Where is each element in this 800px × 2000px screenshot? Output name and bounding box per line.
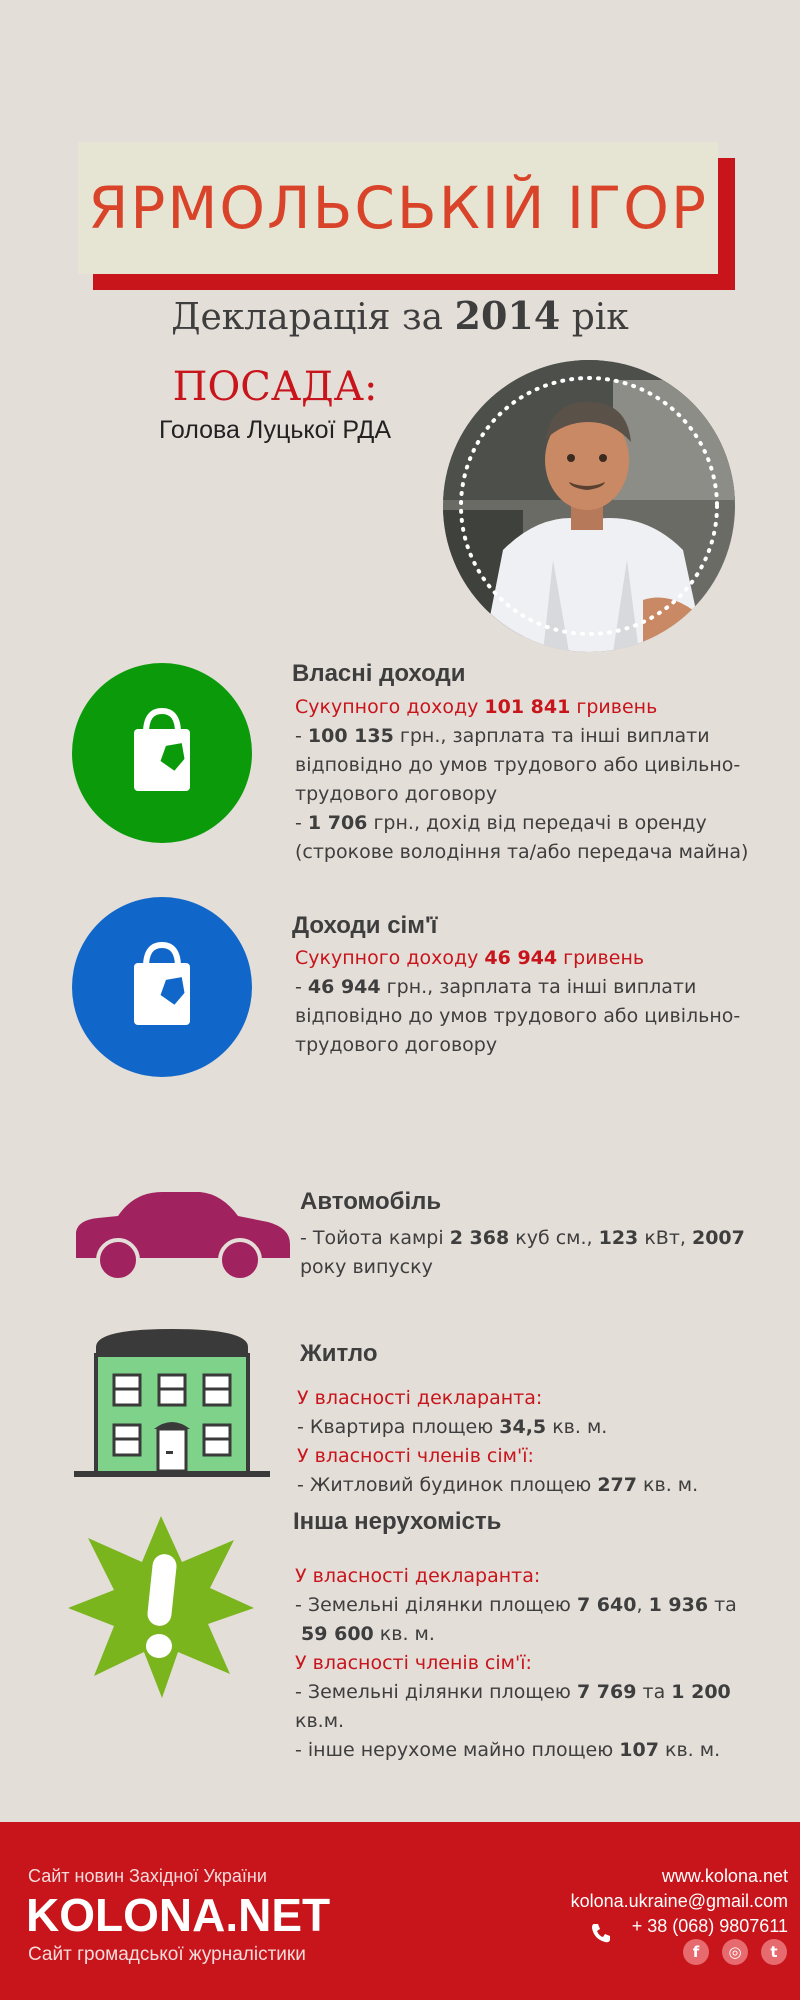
other-property-details (295, 1562, 775, 1765)
instagram-icon[interactable]: ◎ (722, 1939, 748, 1965)
declaration-heading (0, 293, 800, 338)
twitter-icon[interactable]: t (761, 1939, 787, 1965)
phone-icon (590, 1922, 612, 1948)
footer-email-link[interactable]: kolona.ukraine@gmail.com (570, 1891, 788, 1911)
portrait-photo (443, 360, 735, 652)
family-income-total: Сукупного доходу 46 944 гривень (295, 947, 645, 969)
family-income-details (295, 944, 765, 1060)
footer-brand-logo[interactable]: KOLONA.NET (26, 1889, 331, 1941)
own-income-title: Власні доходи (292, 660, 466, 687)
housing-title: Житло (300, 1340, 378, 1367)
other-family-label: У власності членів сім'ї: (295, 1652, 532, 1674)
facebook-icon[interactable]: f (683, 1939, 709, 1965)
declaration-year: 2014 (454, 293, 561, 338)
housing-details (297, 1384, 767, 1500)
footer-subtitle: Сайт громадської журналістики (28, 1944, 306, 1965)
other-property-title: Інша нерухомість (293, 1508, 502, 1535)
own-income-item: - 100 135 грн., зарплата та інші виплати відповідно до умов трудового або цивільно-трудового договору (295, 725, 741, 805)
shopping-bag-icon (72, 897, 252, 1077)
housing-owner-label: У власності декларанта: (297, 1387, 543, 1409)
shopping-bag-icon (72, 663, 252, 843)
own-income-item: - 1 706 грн., дохід від передачі в оренду (строкове володіння та/або передача майна) (295, 812, 749, 863)
car-details: - Тойота камрі 2 368 куб см., 123 кВт, 2007 року випуску (300, 1227, 745, 1278)
housing-owner-item: - Квартира площею 34,5 кв. м. (297, 1416, 608, 1438)
position-value: Голова Луцької РДА (159, 416, 391, 444)
car-icon (72, 1188, 294, 1282)
declaration-prefix: Декларація за (171, 297, 455, 338)
other-owner-label: У власності декларанта: (295, 1565, 541, 1587)
position-label: ПОСАДА: (172, 364, 378, 410)
person-name: ЯРМОЛЬСЬКІЙ ІГОР (88, 174, 708, 242)
footer-website-link[interactable]: www.kolona.net (661, 1866, 788, 1886)
footer-tagline: Сайт новин Західної України (28, 1866, 267, 1886)
own-income-total: Сукупного доходу 101 841 гривень (295, 696, 658, 718)
car-title: Автомобіль (300, 1188, 442, 1215)
family-income-title: Доходи сім'ї (292, 912, 438, 939)
other-misc-item: - інше нерухоме майно площею 107 кв. м. (295, 1739, 721, 1761)
housing-family-label: У власності членів сім'ї: (297, 1445, 534, 1467)
declaration-suffix: рік (560, 297, 629, 338)
footer-phone[interactable]: + 38 (068) 9807611 (631, 1916, 788, 1936)
own-income-details (295, 693, 765, 867)
family-income-item: - 46 944 грн., зарплата та інші виплати відповідно до умов трудового або цивільно-трудового договору (295, 976, 741, 1056)
house-icon (74, 1325, 270, 1485)
other-owner-item: - Земельні ділянки площею 7 640, 1 936 та 59 600 кв. м. (295, 1594, 737, 1645)
other-family-item: - Земельні ділянки площею 7 769 та 1 200 кв.м. (295, 1681, 731, 1732)
housing-family-item: - Житловий будинок площею 277 кв. м. (297, 1474, 699, 1496)
exclamation-icon (66, 1512, 256, 1706)
